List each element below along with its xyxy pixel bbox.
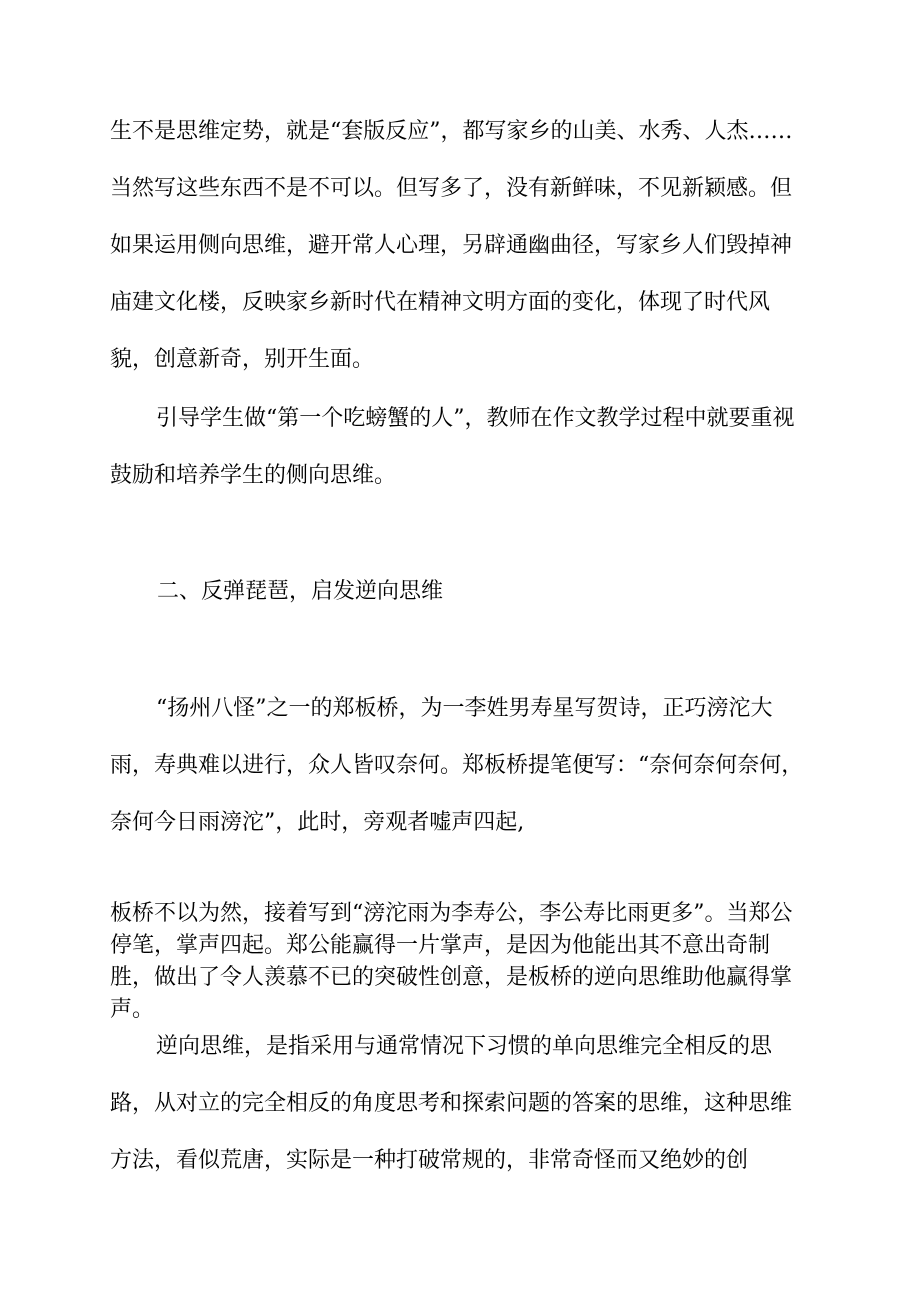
paragraph-zheng-banqiao-story: “扬州八怪”之一的郑板桥，为一李姓男寿星写贺诗，正巧滂沱大雨，寿典难以进行，众人皆叹奈何。郑板桥提笔便写：“奈何奈何奈何，奈何今日雨滂沱”，此时，旁观者嘘声四起, [110, 696, 804, 835]
section-heading: 二、反弹琵琶，启发逆向思维 [157, 579, 444, 604]
paragraph-guide-students: 引导学生做“第一个吃螃蟹的人”，教师在作文教学过程中就要重视鼓励和培养学生的侧向思维。 [110, 406, 795, 488]
paragraph-side-thinking-example: 生不是思维定势，就是“套版反应”，都写家乡的山美、水秀、人杰……当然写这些东西不是不可以。但写多了，没有新鲜味，不见新颖感。但如果运用侧向思维，避开常人心理，另辟通幽曲径，写家乡人们毁掉神庙建文化楼，反映家乡新时代在精神文明方面的变化，体现了时代风貌，创意新奇，别开生面。 [110, 119, 793, 372]
paragraph-zheng-banqiao-continued: 板桥不以为然，接着写到“滂沱雨为李寿公，李公寿比雨更多”。当郑公停笔，掌声四起。郑公能赢得一片掌声，是因为他能出其不意出奇制胜，做出了令人羡慕不已的突破性创意，是板桥的逆向思维助他赢得掌声。 [110, 901, 793, 1022]
paragraph-reverse-thinking-definition: 逆向思维，是指采用与通常情况下习惯的单向思维完全相反的思路，从对立的完全相反的角度思考和探索问题的答案的思维，这种思维方法，看似荒唐，实际是一种打破常规的，非常奇怪而又绝妙的创 [110, 1034, 793, 1173]
